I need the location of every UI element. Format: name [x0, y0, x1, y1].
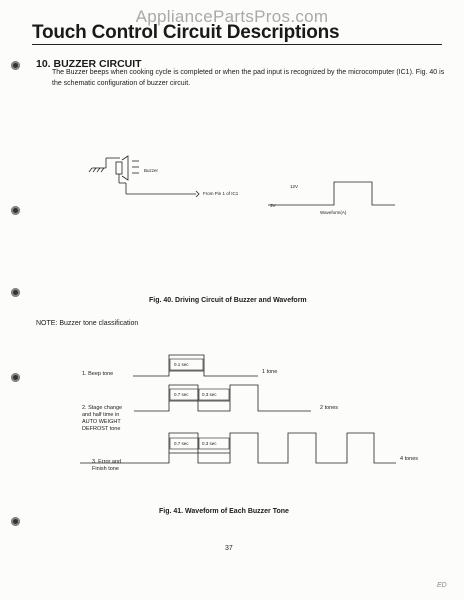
tone-label-line: 2. Stage change	[82, 405, 123, 411]
v-high-label: 12V	[290, 184, 299, 189]
tone-label	[82, 405, 122, 433]
duration-label: 0.1 sec	[174, 362, 189, 367]
tone-label-line: Finish tone	[92, 466, 119, 472]
watermark: AppliancePartsPros.com	[135, 7, 329, 26]
tone-count: 1 tone	[262, 369, 278, 375]
tone-count: 2 tones	[320, 405, 339, 411]
corner-mark: ED	[437, 582, 447, 589]
fig40-caption: Fig. 40. Driving Circuit of Buzzer and Waveform	[149, 297, 307, 304]
from-pin-label: From Pin 1 of IC1	[203, 191, 239, 196]
tone-count: 4 tones	[400, 456, 419, 462]
duration-label: 0.3 sec	[202, 441, 217, 446]
waveform-label: Waveform(A)	[320, 210, 347, 215]
tone-label-line: AUTO WEIGHT	[82, 419, 121, 425]
section-body: The Buzzer beeps when cooking cycle is completed or when the pad input is recognized by the microcomputer (IC1). Fig. 40 is the schematic configuration of buzzer circuit.	[52, 69, 445, 87]
note: NOTE: Buzzer tone classification	[36, 320, 139, 327]
buzzer-label: Buzzer	[144, 168, 159, 173]
page-title: Touch Control Circuit Descriptions	[32, 22, 340, 43]
section-title: 10. BUZZER CIRCUIT	[36, 58, 142, 70]
fig41-caption: Fig. 41. Waveform of Each Buzzer Tone	[159, 508, 289, 515]
tone-label: 1. Beep tone	[82, 371, 114, 377]
tone-label-line: DEFROST tone	[82, 426, 121, 432]
duration-label: 0.3 sec	[202, 392, 217, 397]
tone-label	[92, 459, 121, 473]
tone-label-line: 3. Error and	[92, 459, 122, 465]
duration-label: 0.7 sec	[174, 392, 189, 397]
page-number: 37	[225, 545, 233, 552]
duration-label: 0.7 sec	[174, 441, 189, 446]
v-low-label: 3V	[270, 203, 276, 208]
tone-label-line: and half time in	[82, 412, 120, 418]
